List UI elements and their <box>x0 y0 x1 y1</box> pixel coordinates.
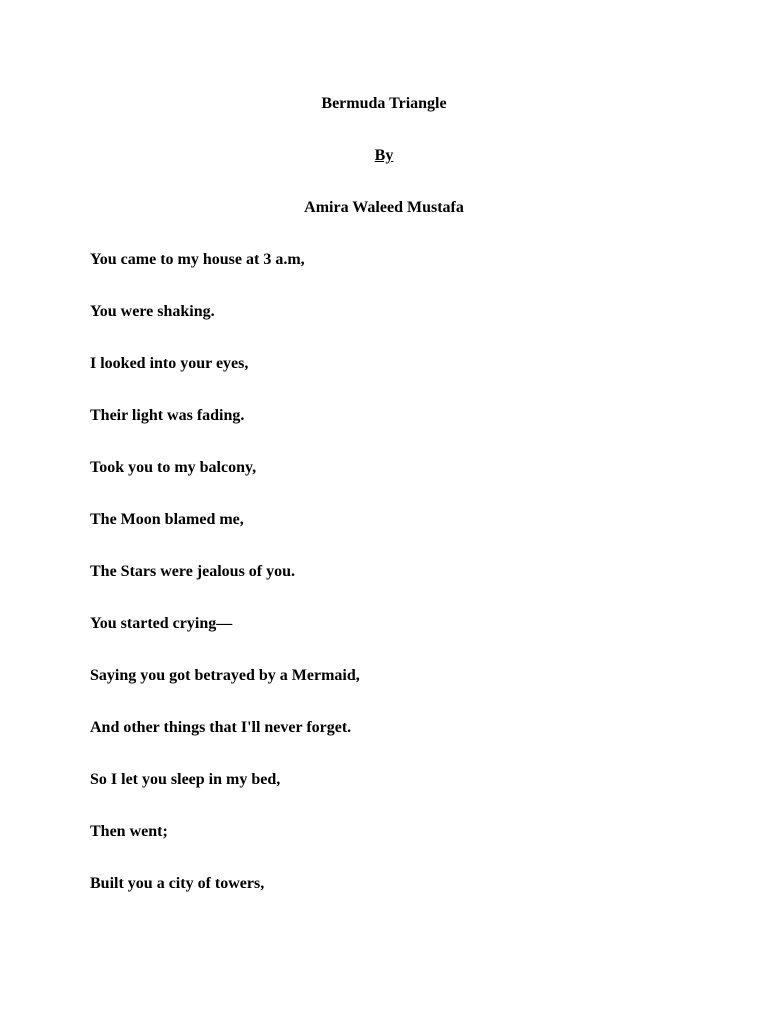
poem-line: Took you to my balcony, <box>90 459 257 476</box>
poem-line: I looked into your eyes, <box>90 355 249 372</box>
poem-line: Built you a city of towers, <box>90 875 265 892</box>
poem-line: Then went; <box>90 823 168 840</box>
poem-line: You were shaking. <box>90 303 215 320</box>
poem-line: You started crying— <box>90 615 233 632</box>
poem-line: And other things that I'll never forget. <box>90 719 352 736</box>
by-label <box>0 146 768 166</box>
poem-line: The Stars were jealous of you. <box>90 563 296 580</box>
poem-line: Their light was fading. <box>90 407 245 424</box>
poem-line: The Moon blamed me, <box>90 511 244 528</box>
by-label-text: By <box>374 147 394 164</box>
poem-title: Bermuda Triangle <box>321 95 447 112</box>
poem-line: You came to my house at 3 a.m, <box>90 251 305 268</box>
poem-line: So I let you sleep in my bed, <box>90 771 281 788</box>
author-name: Amira Waleed Mustafa <box>304 199 464 216</box>
poem-line: Saying you got betrayed by a Mermaid, <box>90 667 360 684</box>
